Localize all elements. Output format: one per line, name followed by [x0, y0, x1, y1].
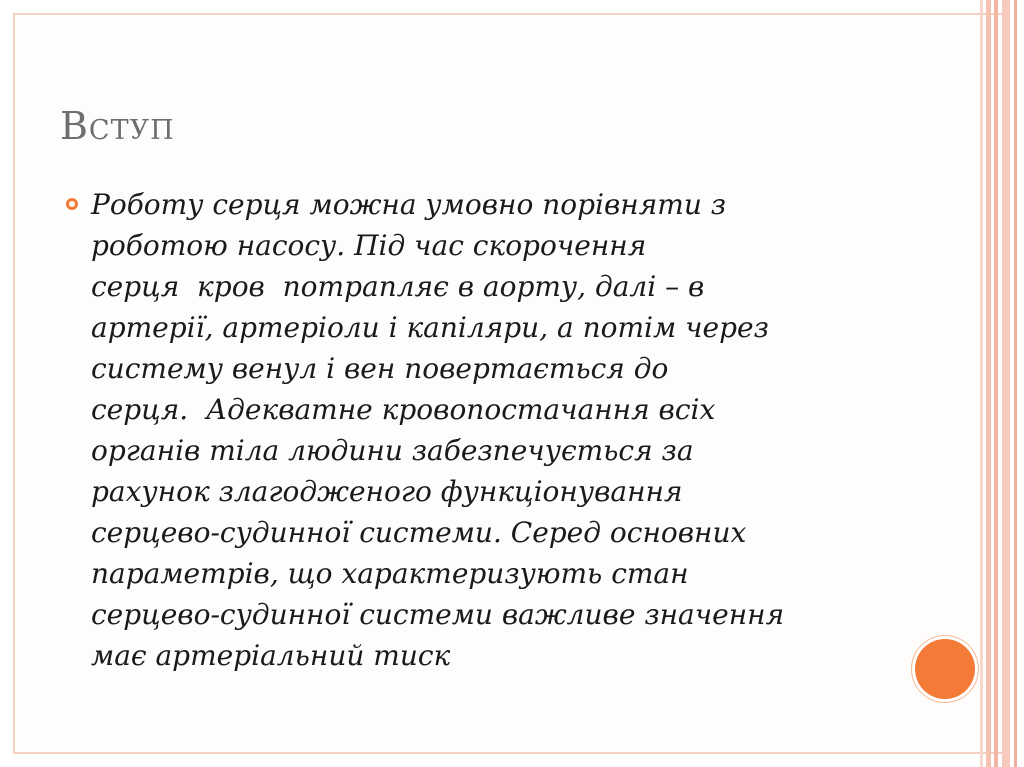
bullet-text: [91, 184, 866, 676]
text-line: серця кров потрапляє в аорту, далі – в: [91, 270, 705, 303]
text-line: серцево-судинної системи. Серед основних: [91, 516, 747, 549]
text-line: систему венул і вен повертається до: [91, 352, 669, 385]
bullet-circle-icon: [66, 198, 78, 210]
stripe: [980, 0, 983, 767]
bullet-item: [66, 184, 866, 676]
text-line: артерії, артеріоли і капіляри, а потім через: [91, 311, 769, 344]
side-stripes-decoration: [980, 0, 1024, 767]
slide-content: [66, 184, 866, 676]
text-line: роботою насосу. Під час скорочення: [91, 229, 647, 262]
text-line: органів тіла людини забезпечується за: [91, 434, 694, 467]
text-line: має артеріальний тиск: [91, 639, 451, 672]
stripe: [986, 0, 991, 767]
text-line: серця. Адекватне кровопостачання всіх: [91, 393, 716, 426]
stripe: [994, 0, 998, 767]
orange-circle-icon: [915, 639, 975, 699]
stripe: [1014, 0, 1017, 767]
stripe: [1002, 0, 1010, 767]
slide-title: Вступ: [60, 104, 175, 148]
text-line: рахунок злагодженого функціонування: [91, 475, 683, 508]
text-line: серцево-судинної системи важливе значення: [91, 598, 785, 631]
text-line: Роботу серця можна умовно порівняти з: [91, 188, 727, 221]
text-line: параметрів, що характеризують стан: [91, 557, 689, 590]
